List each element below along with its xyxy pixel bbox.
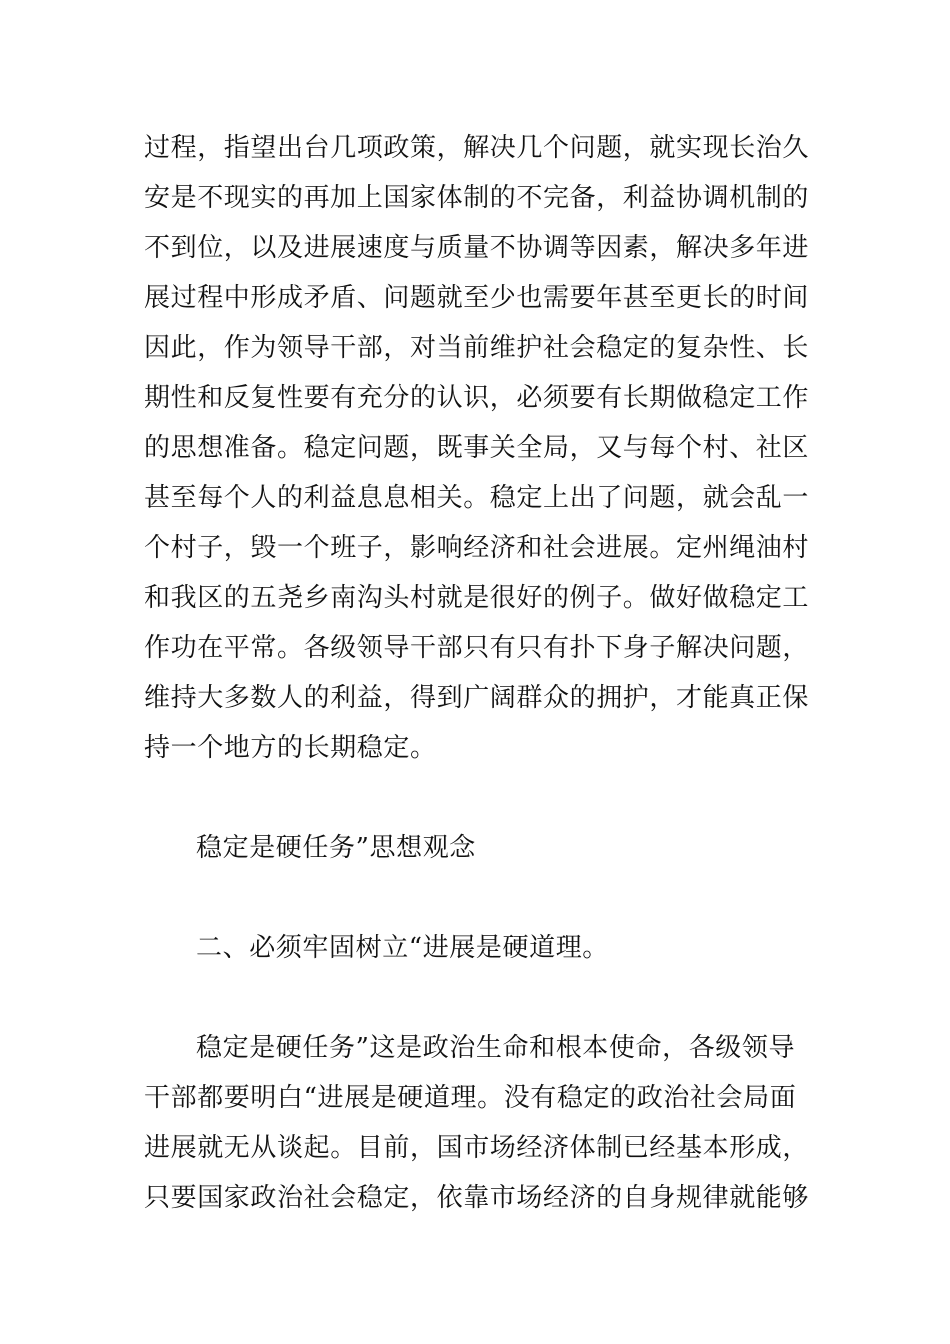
paragraph-1-line: 安是不现实的再加上国家体制的不完备，利益协调机制的 [144,183,810,213]
paragraph-1-line: 甚至每个人的利益息息相关。稳定上出了问题，就会乱一 [144,483,810,513]
section-heading: 稳定是硬任务”思想观念 [196,833,476,863]
paragraph-1-line: 不到位，以及进展速度与质量不协调等因素，解决多年进 [144,233,810,263]
section-heading: 二、必须牢固树立“进展是硬道理。 [196,933,609,963]
paragraph-1-line: 作功在平常。各级领导干部只有只有扑下身子解决问题， [144,633,810,663]
paragraph-1-line: 期性和反复性要有充分的认识，必须要有长期做稳定工作 [144,383,810,413]
paragraph-2-line: 干部都要明白“进展是硬道理。没有稳定的政治社会局面 [144,1083,797,1113]
paragraph-2-line: 只要国家政治社会稳定，依靠市场经济的自身规律就能够 [144,1183,810,1213]
paragraph-2-line: 稳定是硬任务”这是政治生命和根本使命，各级领导 [196,1033,796,1063]
paragraph-1-line: 维持大多数人的利益，得到广阔群众的拥护，才能真正保 [144,683,810,713]
paragraph-1-line: 个村子，毁一个班子，影响经济和社会进展。定州绳油村 [144,533,810,563]
paragraph-1-line: 因此，作为领导干部，对当前维护社会稳定的复杂性、长 [144,333,810,363]
paragraph-2-line: 进展就无从谈起。目前，国市场经济体制已经基本形成， [144,1133,810,1163]
paragraph-1-line: 持一个地方的长期稳定。 [144,733,437,763]
paragraph-1-line: 展过程中形成矛盾、问题就至少也需要年甚至更长的时间 [144,283,810,313]
paragraph-1-line: 和我区的五尧乡南沟头村就是很好的例子。做好做稳定工 [144,583,810,613]
paragraph-1-line: 的思想准备。稳定问题，既事关全局，又与每个村、社区 [144,433,810,463]
paragraph-1-line: 过程，指望出台几项政策，解决几个问题，就实现长治久 [144,133,810,163]
